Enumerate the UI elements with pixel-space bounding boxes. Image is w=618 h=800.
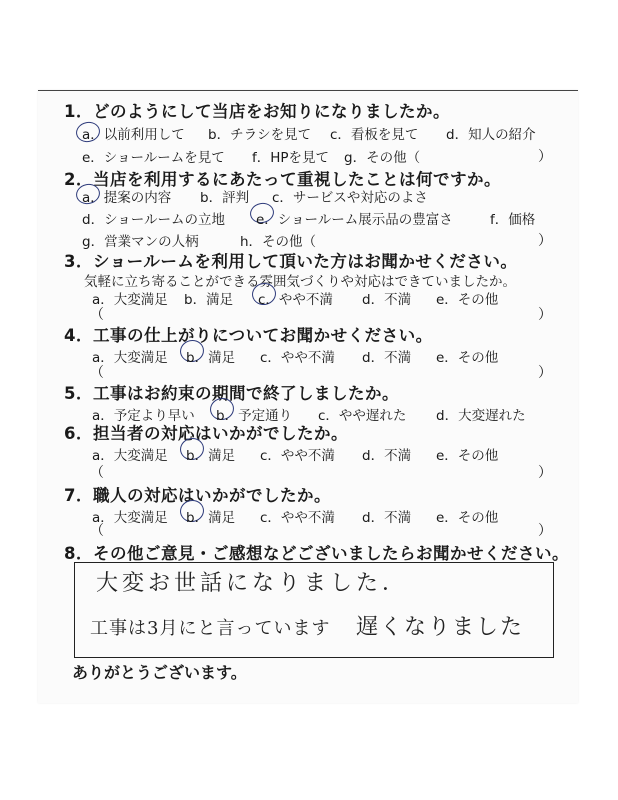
q6-option-d[interactable]: d．不満 xyxy=(362,448,412,464)
q5-option-d[interactable]: d．大変遅れた xyxy=(436,408,526,424)
q1-option-e[interactable]: e．ショールームを見て xyxy=(82,150,225,166)
q2-option-h[interactable]: h．その他（ xyxy=(240,234,317,250)
q2-option-f[interactable]: f．価格 xyxy=(490,212,536,228)
q4-option-e[interactable]: e．その他 xyxy=(436,350,499,366)
q7-option-c[interactable]: c．やや不満 xyxy=(260,510,335,526)
q7-option-e[interactable]: e．その他 xyxy=(436,510,499,526)
handwritten-comment-line1: 大変お世話になりました． xyxy=(96,571,409,596)
q6-option-c[interactable]: c．やや不満 xyxy=(260,448,335,464)
q7-option-b[interactable]: b．満足 xyxy=(186,510,236,526)
q4-option-d[interactable]: d．不満 xyxy=(362,350,412,366)
q6-other-open: （ xyxy=(90,465,104,481)
question-3-title: 3．ショールームを利用して頂いた方はお聞かせください。 xyxy=(64,252,518,271)
q7-option-d[interactable]: d．不満 xyxy=(362,510,412,526)
q3-option-e[interactable]: e．その他 xyxy=(436,292,499,308)
q3-option-b[interactable]: b．満足 xyxy=(184,292,234,308)
q4-other-close: ） xyxy=(538,365,552,381)
q2-option-c[interactable]: c．サービスや対応のよさ xyxy=(272,190,428,206)
q3-other-close: ） xyxy=(538,307,552,323)
q3-option-c[interactable]: c．やや不満 xyxy=(258,292,333,308)
q3-option-a[interactable]: a．大変満足 xyxy=(92,292,168,308)
q2-other-close: ） xyxy=(538,233,552,249)
question-2-title: 2．当店を利用するにあたって重視したことは何ですか。 xyxy=(64,170,501,189)
q6-other-close: ） xyxy=(538,465,552,481)
question-1-title: 1．どのようにして当店をお知りになりましたか。 xyxy=(64,102,450,121)
q2-option-d[interactable]: d．ショールームの立地 xyxy=(82,212,226,228)
q6-option-e[interactable]: e．その他 xyxy=(436,448,499,464)
q4-option-b[interactable]: b．満足 xyxy=(186,350,236,366)
q1-other-close: ） xyxy=(538,149,552,165)
q2-option-b[interactable]: b．評判 xyxy=(200,190,250,206)
q2-option-g[interactable]: g．営業マンの人柄 xyxy=(82,234,199,250)
q4-option-c[interactable]: c．やや不満 xyxy=(260,350,335,366)
q1-option-a[interactable]: a．以前利用して xyxy=(82,127,185,143)
question-6-title: 6．担当者の対応はいかがでしたか。 xyxy=(64,424,348,443)
handwritten-comment-line2a: 工事は3月にと言っています xyxy=(90,618,331,639)
question-4-title: 4．工事の仕上がりについてお聞かせください。 xyxy=(64,326,433,345)
q7-other-open: （ xyxy=(90,523,104,539)
question-8-title: 8．その他ご意見・ご感想などございましたらお聞かせください。 xyxy=(64,544,569,563)
q1-option-d[interactable]: d．知人の紹介 xyxy=(446,127,536,143)
q3-option-d[interactable]: d．不満 xyxy=(362,292,412,308)
q2-option-e[interactable]: e．ショールーム展示品の豊富さ xyxy=(256,212,453,228)
q2-option-a[interactable]: a．提案の内容 xyxy=(82,190,172,206)
q4-other-open: （ xyxy=(90,365,104,381)
q7-other-close: ） xyxy=(538,523,552,539)
thanks-footer: ありがとうございます。 xyxy=(72,663,247,682)
q1-option-f[interactable]: f．HPを見て xyxy=(252,150,330,166)
q5-option-a[interactable]: a．予定より早い xyxy=(92,408,195,424)
q1-option-g[interactable]: g．その他（ xyxy=(344,150,421,166)
q1-option-c[interactable]: c．看板を見て xyxy=(330,127,419,143)
q5-option-b[interactable]: b．予定通り xyxy=(216,408,293,424)
question-3-subtitle: 気軽に立ち寄ることができる雰囲気づくりや対応はできていましたか。 xyxy=(84,274,516,290)
q6-option-a[interactable]: a．大変満足 xyxy=(92,448,168,464)
q5-option-c[interactable]: c．やや遅れた xyxy=(318,408,407,424)
q7-option-a[interactable]: a．大変満足 xyxy=(92,510,168,526)
question-7-title: 7．職人の対応はいかがでしたか。 xyxy=(64,486,331,505)
q1-option-b[interactable]: b．チラシを見て xyxy=(208,127,312,143)
handwritten-comment-line2b: 遅くなりました xyxy=(356,615,525,640)
q4-option-a[interactable]: a．大変満足 xyxy=(92,350,168,366)
question-5-title: 5．工事はお約束の期間で終了しましたか。 xyxy=(64,384,399,403)
q3-other-open: （ xyxy=(90,307,104,323)
q6-option-b[interactable]: b．満足 xyxy=(186,448,236,464)
